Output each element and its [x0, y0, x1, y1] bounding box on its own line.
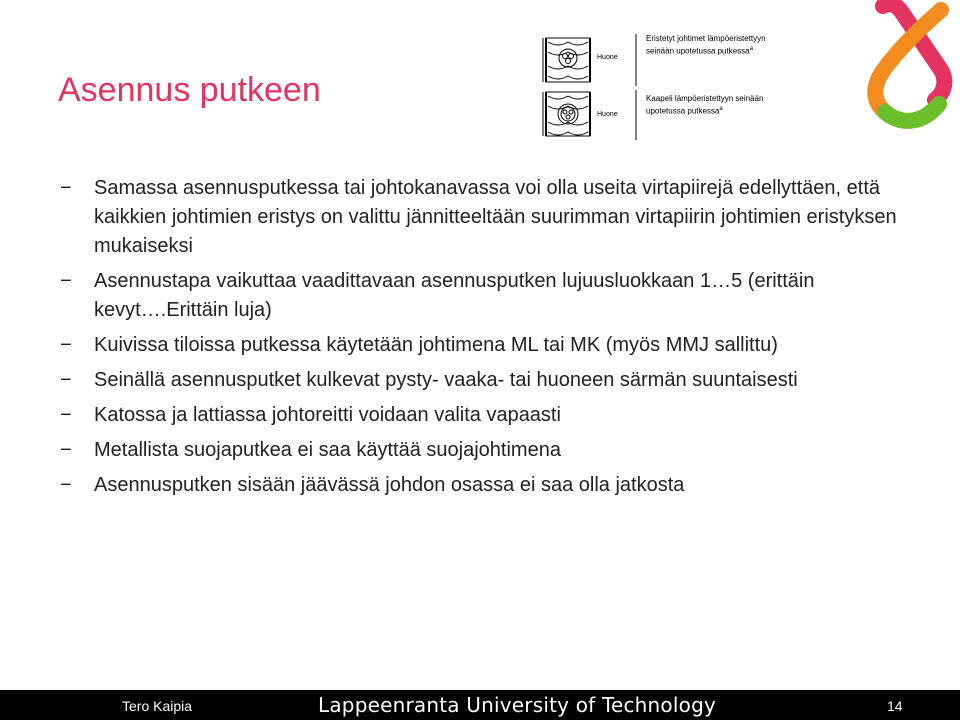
footer-author: Tero Kaipia: [122, 698, 193, 714]
room-label-top: Huone: [597, 54, 618, 61]
bullet-item: [60, 471, 920, 500]
installation-diagram: [540, 30, 810, 142]
bullet-item: [60, 436, 920, 465]
bullet-text: Metallista suojaputkea ei saa käyttää suojajohtimena: [94, 439, 561, 461]
bullet-dash: −: [60, 404, 72, 426]
bullet-dash: −: [60, 369, 72, 391]
bullet-text: Samassa asennusputkessa tai johtokanavassa voi olla useita virtapiirejä edellyttäen, että kaikkien johtimien eristys on valittu jännitteeltään suurimman virtapiirin johtimien eristyksen mukaiseksi: [94, 177, 897, 257]
room-label-bottom: Huone: [597, 111, 618, 118]
footer-university: Lappeenranta University of Technology: [318, 693, 716, 717]
bullet-dash: −: [60, 439, 72, 461]
caption-bottom-line2: upotetussa putkessa: [646, 106, 720, 116]
footer-bar: [0, 690, 960, 720]
bullet-dash: −: [60, 177, 72, 199]
wall-section-top: [543, 38, 590, 82]
bullet-dash: −: [60, 334, 72, 356]
lut-ribbon-logo-icon: [855, 0, 960, 145]
caption-top-line2-wrap: [646, 44, 766, 57]
caption-bottom-line1: Kaapeli lämpöeristettyyn seinään: [646, 94, 764, 103]
bullet-text: Asennusputken sisään jäävässä johdon osassa ei saa olla jatkosta: [94, 474, 685, 496]
caption-top-line1: Eristetyt johtimet lämpöeristettyyn: [646, 34, 766, 43]
bullet-item: [60, 267, 920, 325]
caption-bottom-line2-wrap: [646, 104, 763, 117]
bullet-text: Seinällä asennusputket kulkevat pysty- vaaka- tai huoneen särmän suuntaisesti: [94, 369, 798, 391]
bullet-dash: −: [60, 474, 72, 496]
logo-ribbon-green: [885, 104, 939, 121]
wall-section-bottom: [543, 92, 590, 136]
caption-top-superscript: a: [749, 46, 753, 52]
bullet-dash: −: [60, 270, 72, 292]
bullet-text: Kuivissa tiloissa putkessa käytetään johtimena ML tai MK (myös MMJ sallittu): [94, 334, 778, 356]
bullet-item: [60, 331, 920, 360]
bullet-item: [60, 174, 920, 261]
page-number: 14: [887, 698, 903, 714]
bullet-item: [60, 401, 920, 430]
bullet-text: Katossa ja lattiassa johtoreitti voidaan valita vapaasti: [94, 404, 561, 426]
bullet-item: [60, 366, 920, 395]
bullet-text: Asennustapa vaikuttaa vaadittavaan asennusputken lujuusluokkaan 1…5 (erittäin kevyt….Erittäin luja): [94, 270, 815, 321]
caption-top: [646, 34, 766, 57]
slide-title: Asennus putkeen: [58, 71, 321, 109]
bullet-list: [60, 174, 920, 506]
caption-top-line2: seinään upotetussa putkessa: [646, 46, 750, 56]
caption-bottom-superscript: a: [719, 106, 723, 112]
caption-bottom: [646, 94, 763, 117]
